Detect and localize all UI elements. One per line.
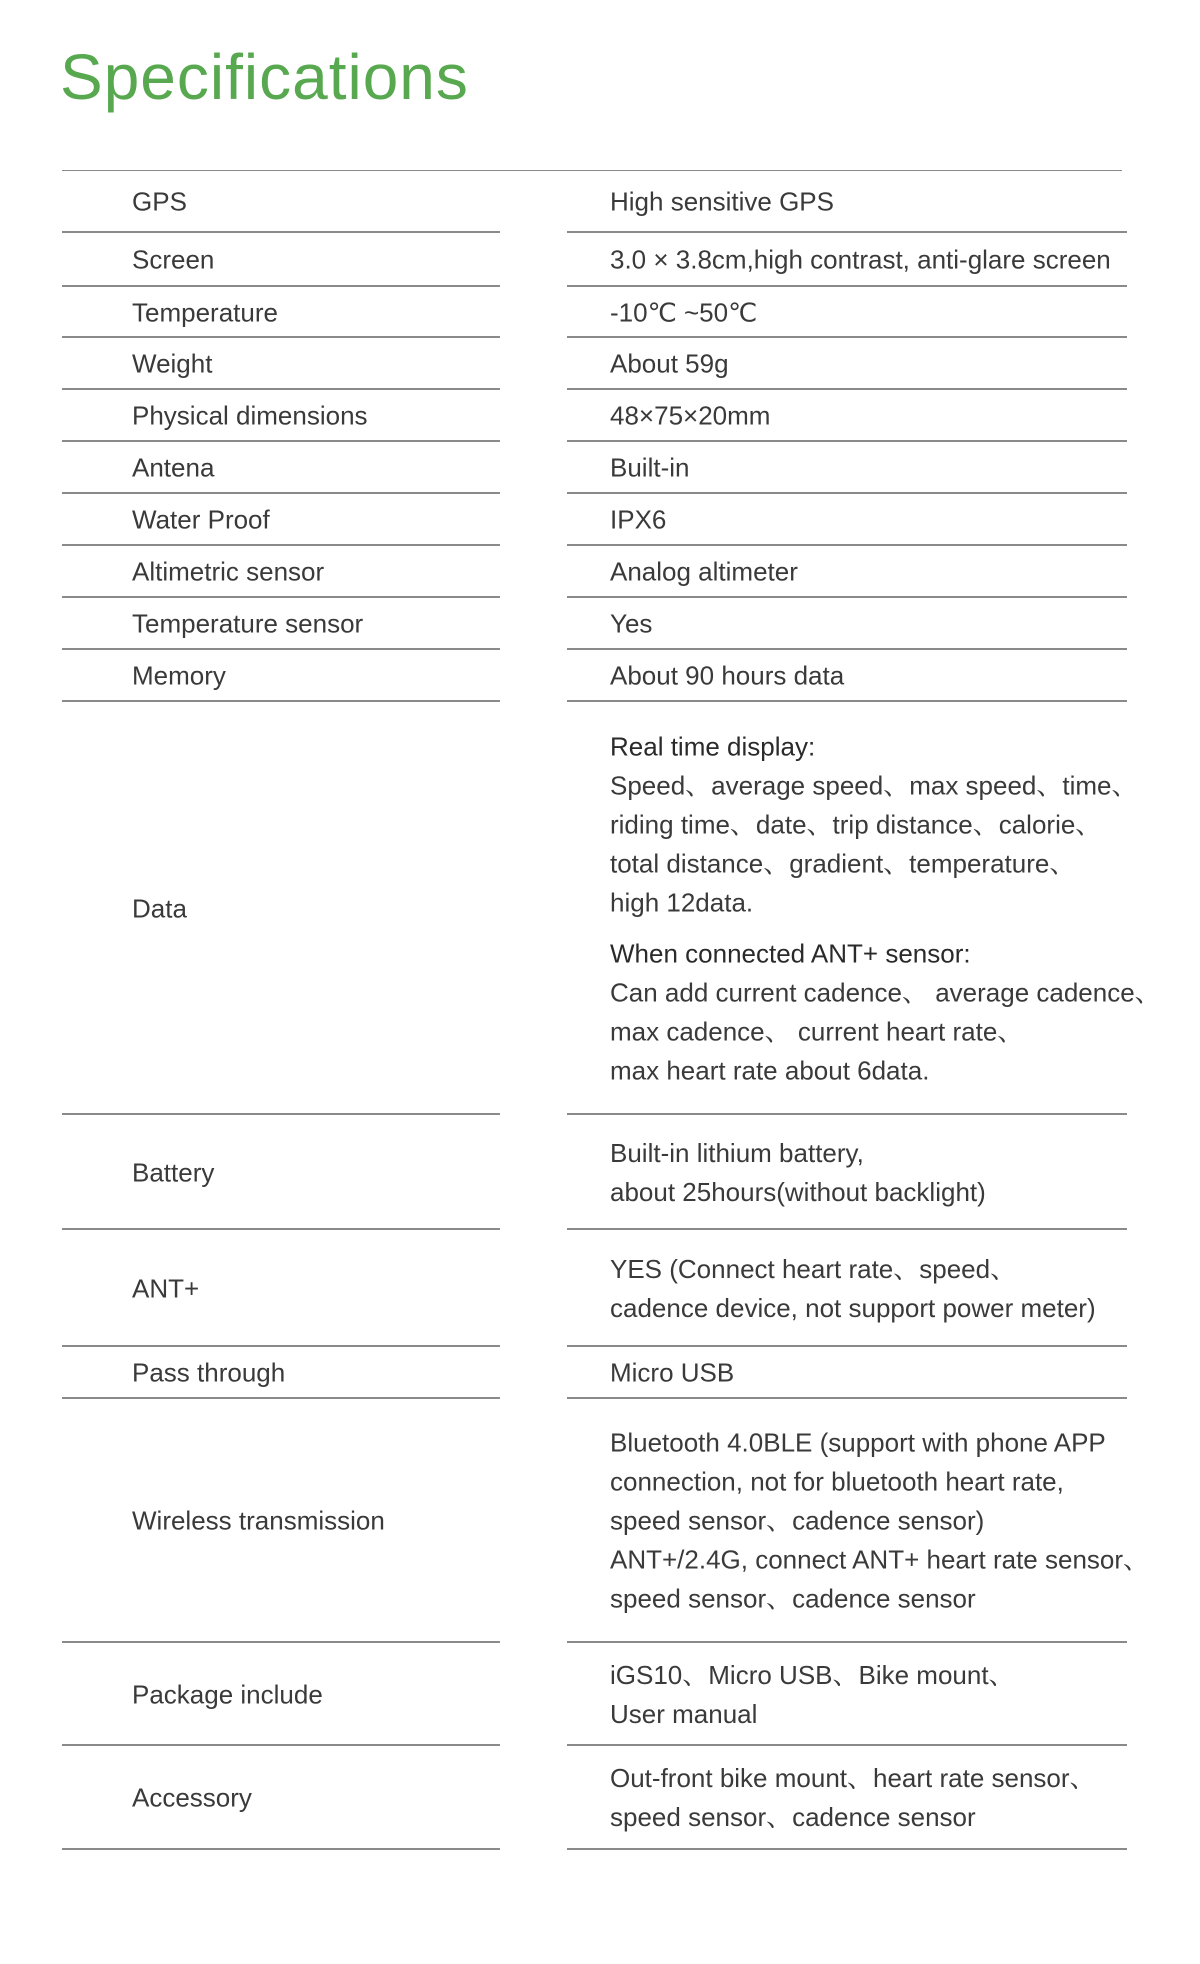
spec-row	[0, 233, 1200, 287]
spec-value-line: About 59g	[610, 348, 729, 379]
spec-value-line: ANT+/2.4G, connect ANT+ heart rate sensor、	[610, 1544, 1150, 1575]
spec-value-line: about 25hours(without backlight)	[610, 1176, 986, 1207]
spec-row	[0, 650, 1200, 702]
spec-label: Weight	[132, 348, 213, 379]
spec-row	[0, 1115, 1200, 1230]
spec-row	[0, 546, 1200, 598]
spec-value-line: Micro USB	[610, 1357, 735, 1388]
spec-value-line: speed sensor、cadence sensor)	[610, 1505, 985, 1536]
row-divider-right	[567, 1848, 1127, 1850]
spec-label: Data	[132, 893, 187, 923]
spec-value	[610, 553, 798, 592]
spec-value-line: cadence device, not support power meter)	[610, 1292, 1096, 1323]
spec-value	[610, 1134, 986, 1212]
spec-row	[0, 1746, 1200, 1850]
spec-row	[0, 442, 1200, 494]
spec-value	[610, 449, 689, 488]
spec-value-line: riding time、date、trip distance、calorie、	[610, 809, 1102, 839]
spec-label: ANT+	[132, 1273, 200, 1303]
spec-label: Water Proof	[132, 504, 270, 535]
spec-label: Accessory	[132, 1782, 252, 1813]
spec-label: Battery	[132, 1157, 215, 1187]
spec-value-line: connection, not for bluetooth heart rate,	[610, 1466, 1064, 1497]
spec-label: Wireless transmission	[132, 1505, 385, 1536]
row-divider-left	[62, 1848, 500, 1850]
spec-value-line: Can add current cadence、 average cadence、	[610, 977, 1161, 1007]
spec-label: Altimetric sensor	[132, 556, 325, 587]
spec-value	[610, 1656, 1015, 1734]
spec-value	[610, 1354, 734, 1393]
spec-value	[610, 1759, 1096, 1837]
spec-value-line: max cadence、 current heart rate、	[610, 1016, 1024, 1046]
spec-value-line: Analog altimeter	[610, 556, 798, 587]
spec-row	[0, 1399, 1200, 1643]
spec-value-line: IPX6	[610, 504, 667, 535]
spec-value	[610, 293, 757, 332]
spec-value-heading: When connected ANT+ sensor:	[610, 938, 971, 968]
spec-value-line: High sensitive GPS	[610, 186, 834, 216]
spec-value-line: speed sensor、cadence sensor	[610, 1583, 976, 1614]
spec-label: Pass through	[132, 1357, 286, 1388]
spec-value-line: Built-in lithium battery,	[610, 1137, 864, 1168]
spec-row	[0, 598, 1200, 650]
spec-label: Memory	[132, 660, 226, 691]
spec-label: Temperature	[132, 297, 278, 327]
spec-label: GPS	[132, 186, 187, 216]
spec-value-line: iGS10、Micro USB、Bike mount、	[610, 1659, 1015, 1690]
spec-row	[0, 494, 1200, 546]
spec-value-line: About 90 hours data	[610, 660, 845, 691]
spec-value	[610, 182, 834, 221]
spec-row	[0, 170, 1200, 233]
spec-value-line: 3.0 × 3.8cm,high contrast, anti-glare screen	[610, 244, 1111, 275]
spec-value-line: Out-front bike mount、heart rate sensor、	[610, 1763, 1096, 1793]
spec-value	[610, 727, 1161, 1090]
page-title: Specifications	[60, 41, 469, 113]
spec-value-line: Bluetooth 4.0BLE (support with phone APP	[610, 1427, 1106, 1458]
spec-value-line: max heart rate about 6data.	[610, 1055, 930, 1085]
spec-value	[610, 345, 729, 384]
spec-label: Physical dimensions	[132, 400, 368, 431]
spec-row	[0, 338, 1200, 390]
spec-value-line: high 12data.	[610, 887, 754, 917]
spec-row	[0, 287, 1200, 338]
spec-label: Antena	[132, 452, 215, 483]
spec-row	[0, 1643, 1200, 1746]
spec-row	[0, 390, 1200, 442]
spec-value-line: Yes	[610, 608, 653, 639]
section-gap	[610, 922, 1161, 934]
spec-value-heading: Real time display:	[610, 731, 816, 761]
spec-row	[0, 702, 1200, 1115]
spec-row	[0, 1230, 1200, 1347]
spec-value-line: 48×75×20mm	[610, 400, 771, 431]
spec-value	[610, 1250, 1096, 1328]
spec-value-line: -10℃ ~50℃	[610, 297, 758, 327]
spec-row	[0, 1347, 1200, 1399]
spec-value	[610, 1424, 1149, 1619]
spec-value	[610, 241, 1111, 280]
spec-value-line: YES (Connect heart rate、speed、	[610, 1253, 1017, 1284]
spec-value-line: speed sensor、cadence sensor	[610, 1802, 976, 1832]
spec-value	[610, 657, 844, 696]
spec-value-line: User manual	[610, 1698, 758, 1729]
spec-value-line: Speed、average speed、max speed、time、	[610, 770, 1138, 800]
spec-value-line: total distance、gradient、temperature、	[610, 848, 1076, 878]
spec-value	[610, 397, 770, 436]
spec-label: Package include	[132, 1679, 323, 1709]
spec-value	[610, 501, 666, 540]
spec-value	[610, 605, 652, 644]
spec-label: Screen	[132, 244, 215, 275]
spec-value-line: Built-in	[610, 452, 690, 483]
spec-label: Temperature sensor	[132, 608, 364, 639]
